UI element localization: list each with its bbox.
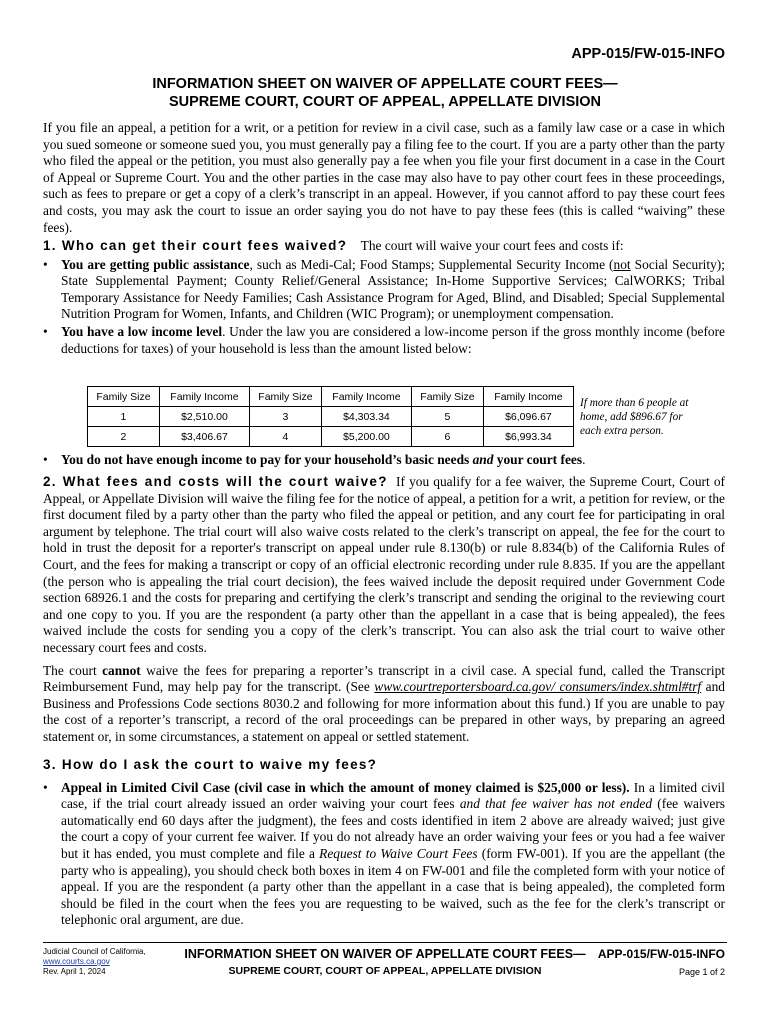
bullet-dot: •	[43, 452, 48, 467]
bullet3-text-b: your court fees	[493, 452, 583, 467]
col-family-size: Family Size	[249, 387, 321, 407]
section-1-lead: The court will waive your court fees and costs if:	[360, 238, 624, 253]
cell-income: $6,096.67	[483, 407, 573, 427]
col-family-income: Family Income	[483, 387, 573, 407]
footer-title	[180, 946, 590, 978]
cell-income: $6,993.34	[483, 427, 573, 447]
transcript-fund-link[interactable]: www.courtreportersboard.ca.gov/ consumers/index.shtml#trf	[374, 679, 702, 695]
section-3	[43, 757, 725, 929]
table-row	[88, 407, 574, 427]
bullet2-bold: You have a low income level	[61, 323, 223, 339]
footer-right	[598, 947, 725, 978]
table-note: If more than 6 people at home, add $896.67 for each extra person.	[580, 397, 689, 437]
cell-size: 5	[411, 407, 483, 427]
section3-form-name: Request to Waive Court Fees	[319, 845, 478, 861]
col-family-income: Family Income	[159, 387, 249, 407]
income-table-header	[88, 387, 574, 407]
page-title-line1: INFORMATION SHEET ON WAIVER OF APPELLATE COURT FEES—	[152, 76, 618, 92]
cell-size: 3	[249, 407, 321, 427]
section-2-heading: 2. What fees and costs will the court waive?	[43, 474, 388, 489]
bullet-basic-needs	[43, 452, 725, 469]
footer-title-line1: INFORMATION SHEET ON WAIVER OF APPELLATE COURT FEES—	[184, 947, 586, 961]
footer-left	[43, 947, 146, 977]
page-title-line2: SUPREME COURT, COURT OF APPEAL, APPELLATE DIVISION	[168, 94, 602, 110]
p2-text-a: The court	[43, 662, 103, 678]
footer-rev: Rev. April 1, 2024	[43, 967, 106, 976]
table-row	[88, 427, 574, 447]
bullet1-text-a: , such as Medi-Cal; Food Stamps; Supplemental Security Income (	[249, 256, 614, 272]
section3-italic: and that fee waiver has not ended	[459, 796, 653, 812]
p2-cannot: cannot	[102, 662, 141, 678]
col-family-income: Family Income	[321, 387, 411, 407]
cell-size: 6	[411, 427, 483, 447]
p2-text-c: and Business and Professions Code sections 8030.2 and following for more information about this fund.) If you are unable to pay the cost of a reporter’s transcript, a record of the oral proceedings can be prepared in other ways, by preparing an agreed statement or, in some circumstances, a statement on appeal or settled statement.	[43, 679, 725, 744]
footer-title-line2: SUPREME COURT, COURT OF APPEAL, APPELLATE DIVISION	[228, 965, 542, 977]
bullet1-bold: You are getting public assistance	[61, 256, 250, 272]
bullet-dot: •	[43, 779, 48, 795]
cell-income: $2,510.00	[159, 407, 249, 427]
col-family-size: Family Size	[88, 387, 160, 407]
cell-size: 1	[88, 407, 160, 427]
section3-text-c: (form FW-001). If you are the appellant (the party who is appealing), you should check both boxes in item 4 on FW-001 and file the completed form with your notice of appeal. If you are the respondent (a party other than the appellant in a case that is being appealed), the completed form should be filed in the court when the fees you are requesting to be waived, such as the fee for the clerk’s transcript or telephonic oral argument, are due.	[61, 845, 726, 928]
section3-text-a: In a limited civil case, if the trial court already issued an order waiving your court fees	[61, 779, 725, 812]
footer-rule	[43, 942, 727, 943]
intro-text: If you file an appeal, a petition for a writ, or a petition for review in a civil case, such as a family law case or a case in which you sued someone or someone sued you, you must generally pay a filing fee to the court. If you are a party other than the party who filed the appeal or the petition, you must also generally pay a fee when you file your first document in a case in the Court of Appeal or Supreme Court. You and the other parties in the case may also have to pay other court fees in these proceedings, such as fees to prepare or get a copy of a clerk’s transcript in an appeal. However, if you cannot afford to pay these court fees and costs, you may ask the court to issue an order saying you do not have to pay these fees (this is called “waiving” these fees).	[43, 120, 725, 235]
bullet-dot: •	[43, 256, 48, 272]
footer-page-number: Page 1 of 2	[678, 967, 725, 977]
section-1-heading: 1. Who can get their court fees waived?	[43, 238, 348, 253]
section-1	[43, 238, 725, 357]
form-id: APP-015/FW-015-INFO	[571, 46, 725, 62]
bullet3-end: .	[582, 452, 586, 467]
section-2-text: If you qualify for a fee waiver, the Supreme Court, Court of Appeal, or Appellate Division will waive the filing fee for the notice of appeal, a petition for a writ, a petition for review, or the first document filed by a party other than the party who filed the appeal or petition, and any court fee for participating in oral argument by telephone. The trial court will also waive costs related to the clerk’s transcript on appeal, the fee for the court to hold in trust the deposit for a reporter's transcript on appeal under rule 8.130(b) or rule 8.834(b) of the California Rules of Court, and the fees for making a transcript or copy of an official electronic recording under rule 8.835. If you are the appellant (the person who is appealing the trial court decision), the fees waived include the deposit required under Government Code section 68926.1 and the costs for preparing and certifying the clerk’s transcript and sending the original to the reviewing court and one copy to you. If you are the respondent (a party other than the appellant in a case that is being appealed), the fees waived include the costs for sending you a copy of the clerk’s transcript. You can also ask the trial court to waive other necessary court fees and costs.	[43, 474, 725, 655]
bullet-dot: •	[43, 323, 48, 339]
section3-bullet-bold: Appeal in Limited Civil Case (civil case in which the amount of money claimed is $25,000 or less).	[61, 779, 630, 795]
section-2	[43, 474, 725, 746]
section3-text-b: (fee waivers automatically end 60 days after the judgment), the fees and costs identified in item 2 above are already waived; just give the court a copy of your current fee waiver. If you do not already have an order waiving your fees or you had a fee waiver but it has ended, you must complete and file a	[61, 796, 725, 861]
bullet3-text-a: You do not have enough income to pay for your household’s basic needs	[61, 452, 473, 467]
bullet3-and: and	[472, 452, 494, 467]
col-family-size: Family Size	[411, 387, 483, 407]
cell-size: 2	[88, 427, 160, 447]
bullet1-not: not	[613, 256, 631, 272]
intro-paragraph	[43, 120, 725, 236]
cell-income: $3,406.67	[159, 427, 249, 447]
bullet-low-income	[43, 324, 725, 357]
bullet-basic-needs-wrap	[43, 452, 725, 469]
cell-income: $4,303.34	[321, 407, 411, 427]
footer-form-id: APP-015/FW-015-INFO	[597, 947, 725, 961]
section-3-heading: 3. How do I ask the court to waive my fees?	[43, 757, 378, 772]
bullet1-text-b: Social Security); State Supplemental Payment; County Relief/General Assistance; In-Home Supportive Services; CalWORKS; Tribal Temporary Assistance for Needy Families; Cash Assistance Program for Aged, Blind, and Disabled; Special Supplemental Nutrition Program for Women, Infants, and Children (WIC Program); or unemployment compensation.	[61, 256, 725, 322]
footer-site-link[interactable]: www.courts.ca.gov	[43, 957, 110, 966]
bullet2-text: . Under the law you are considered a low-income person if the gross monthly income (before deductions for taxes) of your household is less than the amount listed below:	[61, 323, 725, 356]
section-2-paragraph-2	[43, 663, 725, 746]
footer-org: Judicial Council of California,	[43, 947, 146, 956]
p2-text-b: waive the fees for preparing a reporter’s transcript in a civil case. A special fund, called the Transcript Reimbursement Fund, may help pay for the transcript. (See	[43, 662, 725, 695]
income-table	[87, 386, 574, 447]
bullet-public-assistance	[43, 257, 725, 323]
cell-income: $5,200.00	[321, 427, 411, 447]
cell-size: 4	[249, 427, 321, 447]
bullet-limited-civil-case	[43, 780, 725, 929]
